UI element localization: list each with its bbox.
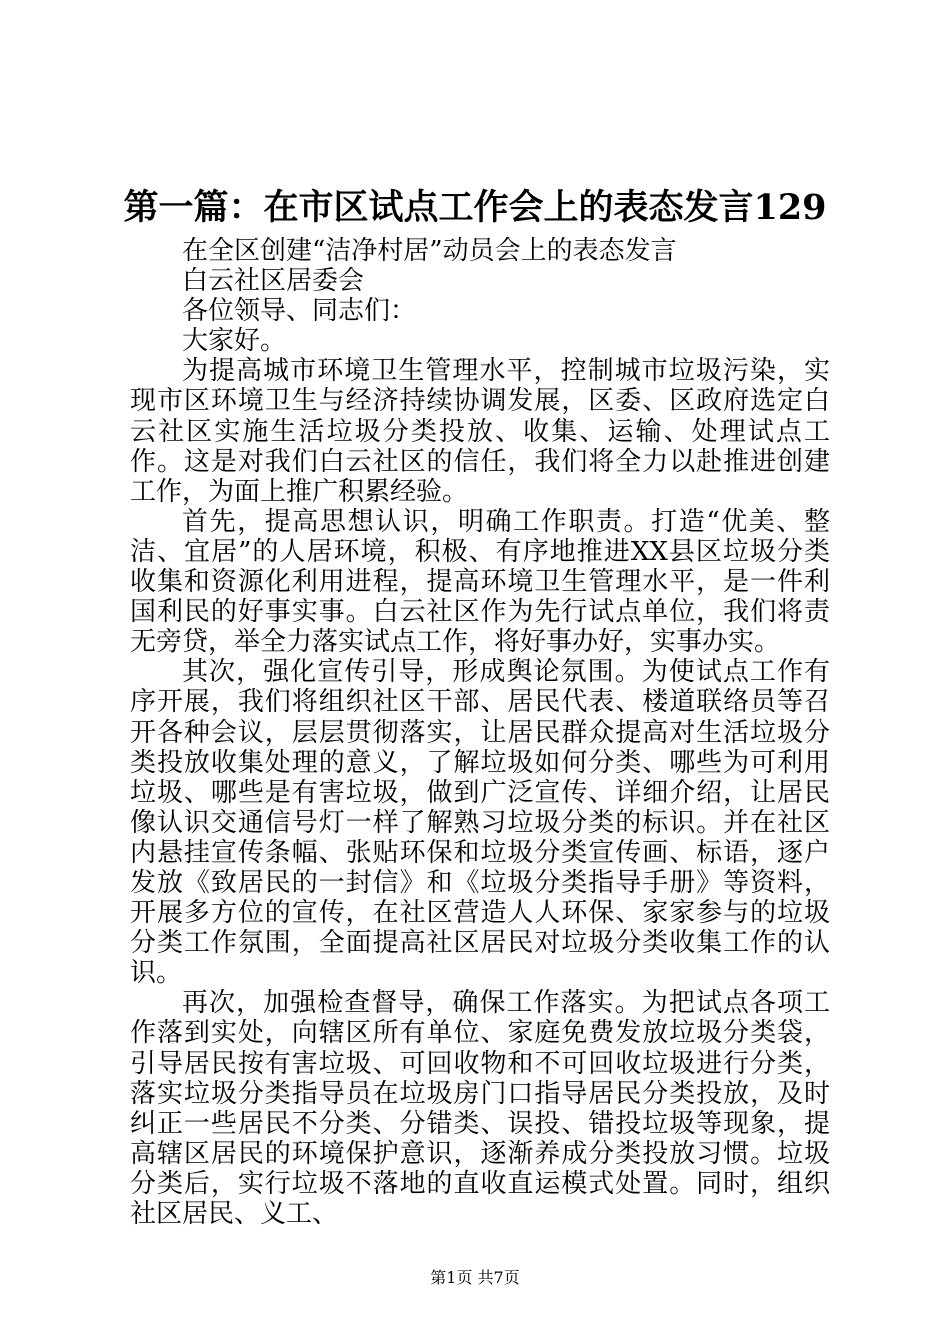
body-paragraph: 为提高城市环境卫生管理水平，控制城市垃圾污染，实现市区环境卫生与经济持续协调发展，区委、区政府选定白云社区实施生活垃圾分类投放、收集、运输、处理试点工作。这是对我们白云社区的信任，我们将全力以赴推进创建工作，为面上推广积累经验。 xyxy=(130,356,830,507)
speaker-organization: 白云社区居委会 xyxy=(182,266,365,297)
speech-title-line: 在全区创建“洁净村居”动员会上的表态发言 xyxy=(182,236,677,266)
document-title: 第一篇：在市区试点工作会上的表态发言129 xyxy=(123,187,827,228)
body-paragraph: 首先，提高思想认识，明确工作职责。打造“优美、整洁、宜居”的人居环境，积极、有序地推进XX县区垃圾分类收集和资源化利用进程，提高环境卫生管理水平，是一件利国利民的好事实事。白云社区作为先行试点单位，我们将责无旁贷，举全力落实试点工作，将好事办好，实事办实。 xyxy=(130,506,830,658)
page-footer: 第1页 共7页 xyxy=(430,1268,520,1287)
body-paragraph: 其次，强化宣传引导，形成舆论氛围。为使试点工作有序开展，我们将组织社区干部、居民代表、楼道联络员等召开各种会议，层层贯彻落实，让居民群众提高对生活垃圾分类投放收集处理的意义，了解垃圾如何分类、哪些为可利用垃圾、哪些是有害垃圾，做到广泛宣传、详细介绍，让居民像认识交通信号灯一样了解熟习垃圾分类的标识。并在社区内悬挂宣传条幅、张贴环保和垃圾分类宣传画、标语，逐户发放《致居民的一封信》和《垃圾分类指导手册》等资料，开展多方位的宣传，在社区营造人人环保、家家参与的垃圾分类工作氛围，全面提高社区居民对垃圾分类收集工作的认识。 xyxy=(130,657,830,989)
document-body xyxy=(130,236,830,1229)
greeting: 大家好。 xyxy=(182,326,287,357)
salutation: 各位领导、同志们： xyxy=(182,296,417,327)
body-paragraph: 再次，加强检查督导，确保工作落实。为把试点各项工作落到实处，向辖区所有单位、家庭免费发放垃圾分类袋，引导居民按有害垃圾、可回收物和不可回收垃圾进行分类，落实垃圾分类指导员在垃圾房门口指导居民分类投放，及时纠正一些居民不分类、分错类、误投、错投垃圾等现象，提高辖区居民的环境保护意识，逐渐养成分类投放习惯。垃圾分类后，实行垃圾不落地的直收直运模式处置。同时，组织社区居民、义工、 xyxy=(130,988,830,1229)
